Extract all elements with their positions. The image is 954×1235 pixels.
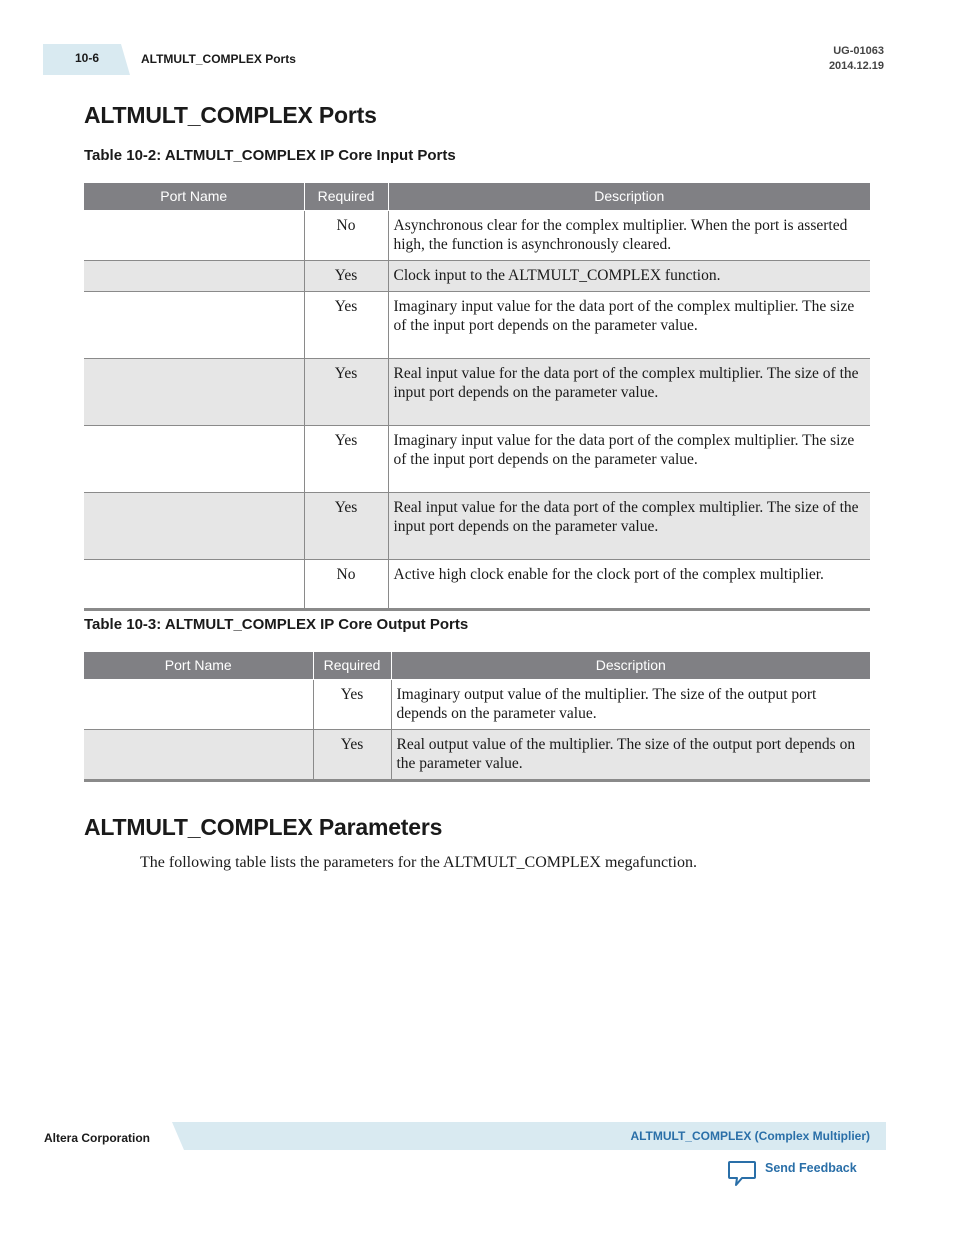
parameters-heading: ALTMULT_COMPLEX Parameters [84, 814, 443, 840]
input-ports-table [84, 183, 870, 611]
col-description: Description [388, 183, 870, 211]
port-name-cell [84, 211, 304, 261]
table-row [84, 426, 870, 493]
page-number: 10-6 [75, 51, 100, 65]
col-required: Required [313, 652, 391, 680]
table-row [84, 292, 870, 359]
required-cell: Yes [304, 359, 388, 426]
output-ports-table [84, 652, 870, 782]
running-header-section: ALTMULT_COMPLEX Ports [141, 52, 296, 66]
send-feedback-link[interactable] [727, 1158, 857, 1188]
input-table-caption: Table 10-2: ALTMULT_COMPLEX IP Core Input Ports [84, 147, 456, 164]
speech-bubble-icon [727, 1158, 757, 1188]
table-row [84, 359, 870, 426]
port-name-cell [84, 292, 304, 359]
parameters-intro: The following table lists the parameters for the ALTMULT_COMPLEX megafunction. [140, 854, 697, 871]
table-header-row [84, 183, 870, 211]
col-port-name: Port Name [84, 652, 313, 680]
description-cell: Clock input to the ALTMULT_COMPLEX function. [388, 261, 870, 292]
table-row [84, 560, 870, 610]
table-row [84, 493, 870, 560]
required-cell: No [304, 560, 388, 610]
footer-company: Altera Corporation [44, 1131, 151, 1145]
ports-heading: ALTMULT_COMPLEX Ports [84, 102, 377, 128]
description-cell: Active high clock enable for the clock port of the complex multiplier. [388, 560, 870, 610]
col-port-name: Port Name [84, 183, 304, 211]
required-cell: Yes [304, 261, 388, 292]
port-name-cell [84, 730, 313, 781]
footer-doc-title-link[interactable]: ALTMULT_COMPLEX (Complex Multiplier) [630, 1129, 870, 1143]
table-row [84, 211, 870, 261]
doc-date: 2014.12.19 [828, 60, 884, 72]
description-cell: Imaginary output value of the multiplier. The size of the output port depends on the parameter value. [391, 680, 870, 730]
description-cell: Real output value of the multiplier. The size of the output port depends on the parameter value. [391, 730, 870, 781]
send-feedback-label: Send Feedback [765, 1161, 857, 1175]
table-row [84, 261, 870, 292]
required-cell: Yes [304, 493, 388, 560]
port-name-cell [84, 359, 304, 426]
required-cell: Yes [313, 730, 391, 781]
output-table-caption: Table 10-3: ALTMULT_COMPLEX IP Core Output Ports [84, 616, 469, 633]
description-cell: Imaginary input value for the data port of the complex multiplier. The size of the input port depends on the parameter value. [388, 292, 870, 359]
required-cell: Yes [304, 426, 388, 493]
port-name-cell [84, 680, 313, 730]
doc-id-block [829, 44, 884, 74]
port-name-cell [84, 261, 304, 292]
description-cell: Imaginary input value for the data port of the complex multiplier. The size of the input port depends on the parameter value. [388, 426, 870, 493]
table-row [84, 680, 870, 730]
description-cell: Asynchronous clear for the complex multiplier. When the port is asserted high, the function is asynchronously cleared. [388, 211, 870, 261]
description-cell: Real input value for the data port of the complex multiplier. The size of the input port depends on the parameter value. [388, 359, 870, 426]
required-cell: No [304, 211, 388, 261]
port-name-cell [84, 493, 304, 560]
col-required: Required [304, 183, 388, 211]
table-header-row [84, 652, 870, 680]
required-cell: Yes [313, 680, 391, 730]
table-row [84, 730, 870, 781]
port-name-cell [84, 426, 304, 493]
col-description: Description [391, 652, 870, 680]
required-cell: Yes [304, 292, 388, 359]
description-cell: Real input value for the data port of the complex multiplier. The size of the input port depends on the parameter value. [388, 493, 870, 560]
port-name-cell [84, 560, 304, 610]
doc-id: UG-01063 [833, 45, 884, 57]
